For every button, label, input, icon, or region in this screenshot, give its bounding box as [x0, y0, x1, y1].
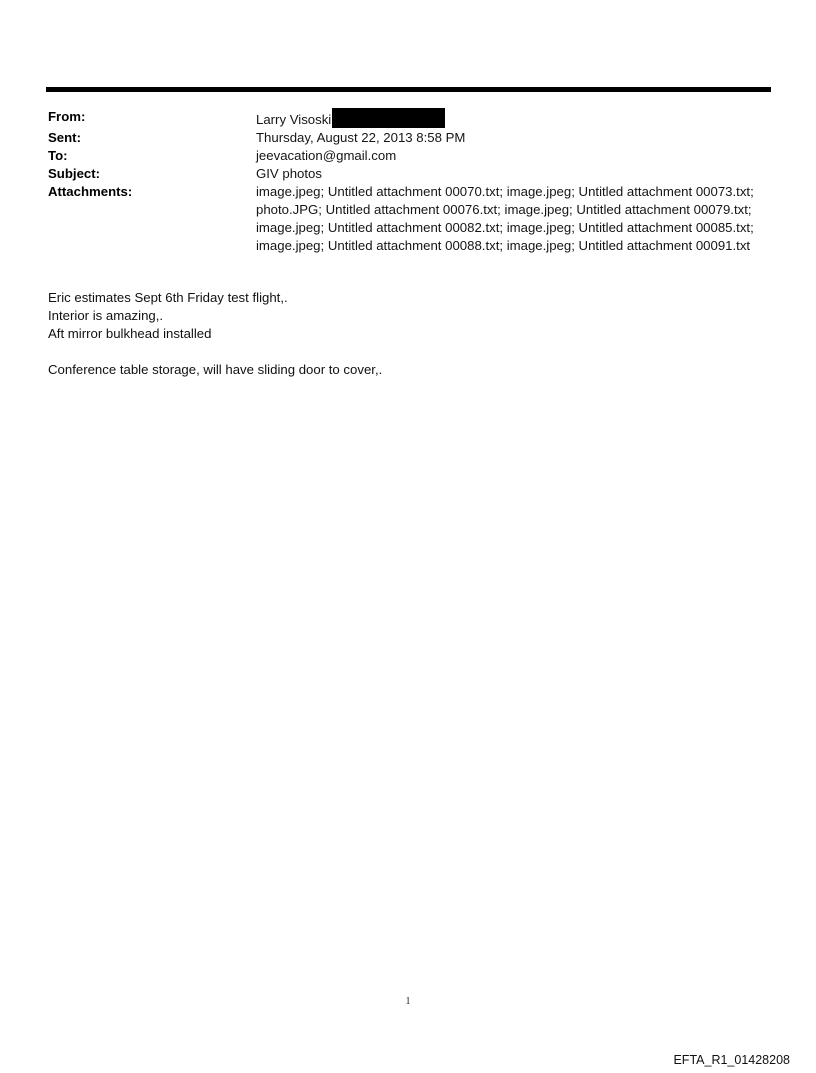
page-number: 1 — [405, 996, 411, 1007]
body-line: Eric estimates Sept 6th Friday test flight,. — [48, 290, 288, 305]
from-row — [48, 108, 778, 129]
header-divider — [46, 87, 771, 92]
attachment-line: photo.JPG; Untitled attachment 00076.txt; image.jpeg; Untitled attachment 00079.txt; — [256, 202, 752, 217]
subject-row — [48, 165, 778, 183]
attachment-line: image.jpeg; Untitled attachment 00070.txt; image.jpeg; Untitled attachment 00073.txt; — [256, 184, 754, 199]
from-value-container — [256, 108, 778, 129]
redaction-block — [332, 108, 445, 128]
to-value: jeevacation@gmail.com — [256, 148, 397, 163]
subject-label: Subject: — [48, 166, 101, 181]
attachment-line: image.jpeg; Untitled attachment 00082.txt; image.jpeg; Untitled attachment 00085.txt; — [256, 220, 754, 235]
to-label: To: — [48, 148, 68, 163]
sent-label: Sent: — [48, 130, 81, 145]
subject-value: GIV photos — [256, 166, 322, 181]
paragraph-gap — [48, 343, 748, 361]
attachments-list — [256, 183, 778, 255]
body-line: Aft mirror bulkhead installed — [48, 326, 212, 341]
sent-value: Thursday, August 22, 2013 8:58 PM — [256, 130, 466, 145]
from-value: Larry Visoski — [256, 112, 332, 127]
attachments-label: Attachments: — [48, 184, 133, 199]
attachments-row — [48, 183, 778, 255]
document-id: EFTA_R1_01428208 — [673, 1053, 790, 1067]
email-body — [48, 289, 748, 379]
body-line: Interior is amazing,. — [48, 308, 164, 323]
sent-row — [48, 129, 778, 147]
from-label: From: — [48, 109, 86, 124]
to-row — [48, 147, 778, 165]
attachment-line: image.jpeg; Untitled attachment 00088.txt; image.jpeg; Untitled attachment 00091.txt — [256, 238, 751, 253]
email-header — [48, 108, 778, 255]
body-line: Conference table storage, will have sliding door to cover,. — [48, 362, 383, 377]
